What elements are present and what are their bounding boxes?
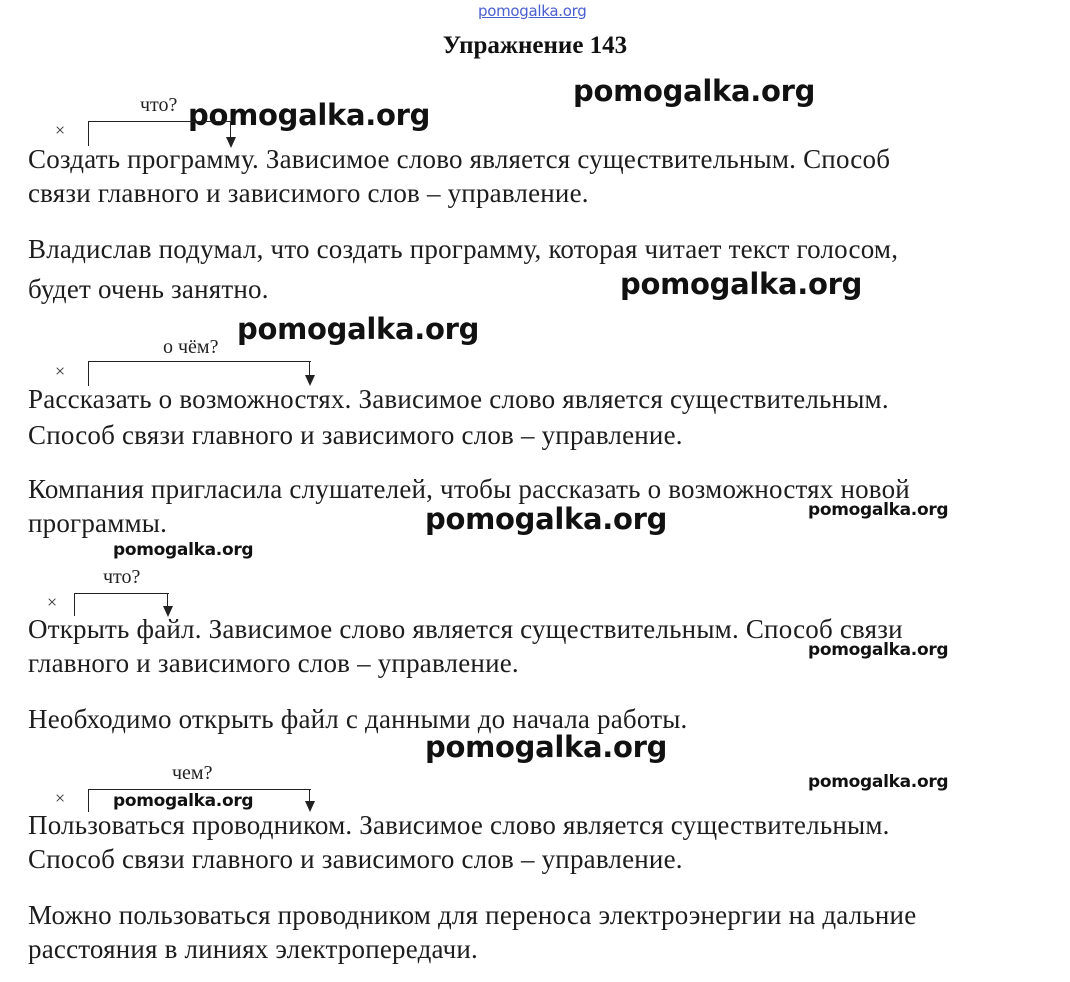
main-word-mark: × bbox=[55, 788, 66, 808]
analysis-line: Открыть файл. Зависимое слово является существительным. Способ связи bbox=[28, 614, 903, 644]
arrow-stem bbox=[230, 121, 231, 138]
watermark: pomogalka.org bbox=[113, 791, 254, 811]
watermark: pomogalka.org bbox=[620, 267, 863, 301]
watermark: pomogalka.org bbox=[808, 640, 949, 660]
analysis-line: Способ связи главного и зависимого слов – управление. bbox=[28, 420, 683, 450]
example-sentence: будет очень занятно. bbox=[28, 274, 269, 304]
dependency-scheme bbox=[88, 121, 232, 146]
main-word-mark: × bbox=[47, 592, 58, 612]
watermark: pomogalka.org bbox=[113, 540, 254, 560]
watermark: pomogalka.org bbox=[808, 772, 949, 792]
question-label: чем? bbox=[172, 762, 213, 784]
example-sentence: расстояния в линиях электропередачи. bbox=[28, 934, 478, 964]
arrow-stem bbox=[309, 361, 310, 376]
dependency-scheme bbox=[74, 593, 169, 616]
example-sentence: Владислав подумал, что создать программу, которая читает текст голосом, bbox=[28, 234, 899, 264]
main-word-mark: × bbox=[55, 361, 66, 381]
watermark: pomogalka.org bbox=[425, 730, 668, 764]
question-label: что? bbox=[103, 566, 141, 588]
watermark: pomogalka.org bbox=[808, 500, 949, 520]
exercise-title: Упражнение 143 bbox=[442, 32, 628, 59]
example-sentence: Можно пользоваться проводником для переноса электроэнергии на дальние bbox=[28, 900, 917, 930]
watermark: pomogalka.org bbox=[425, 502, 668, 536]
dependency-scheme bbox=[88, 361, 311, 386]
example-sentence: программы. bbox=[28, 508, 168, 538]
analysis-line: Пользоваться проводником. Зависимое слово является существительным. bbox=[28, 810, 890, 840]
analysis-line: Способ связи главного и зависимого слов – управление. bbox=[28, 844, 683, 874]
example-sentence: Необходимо открыть файл с данными до начала работы. bbox=[28, 704, 688, 734]
analysis-line: Создать программу. Зависимое слово является существительным. Способ bbox=[28, 144, 891, 174]
question-label: о чём? bbox=[163, 336, 219, 358]
watermark: pomogalka.org bbox=[237, 312, 480, 346]
analysis-line: главного и зависимого слов – управление. bbox=[28, 648, 519, 678]
question-label: что? bbox=[140, 94, 178, 116]
example-sentence: Компания пригласила слушателей, чтобы рассказать о возможностях новой bbox=[28, 474, 910, 504]
watermark-top: pomogalka.org bbox=[478, 2, 587, 20]
analysis-line: Рассказать о возможностях. Зависимое слово является существительным. bbox=[28, 384, 889, 414]
watermark: pomogalka.org bbox=[573, 74, 816, 108]
watermark: pomogalka.org bbox=[188, 98, 431, 132]
analysis-line: связи главного и зависимого слов – управление. bbox=[28, 178, 589, 208]
arrow-stem bbox=[167, 593, 168, 607]
main-word-mark: × bbox=[55, 120, 66, 140]
